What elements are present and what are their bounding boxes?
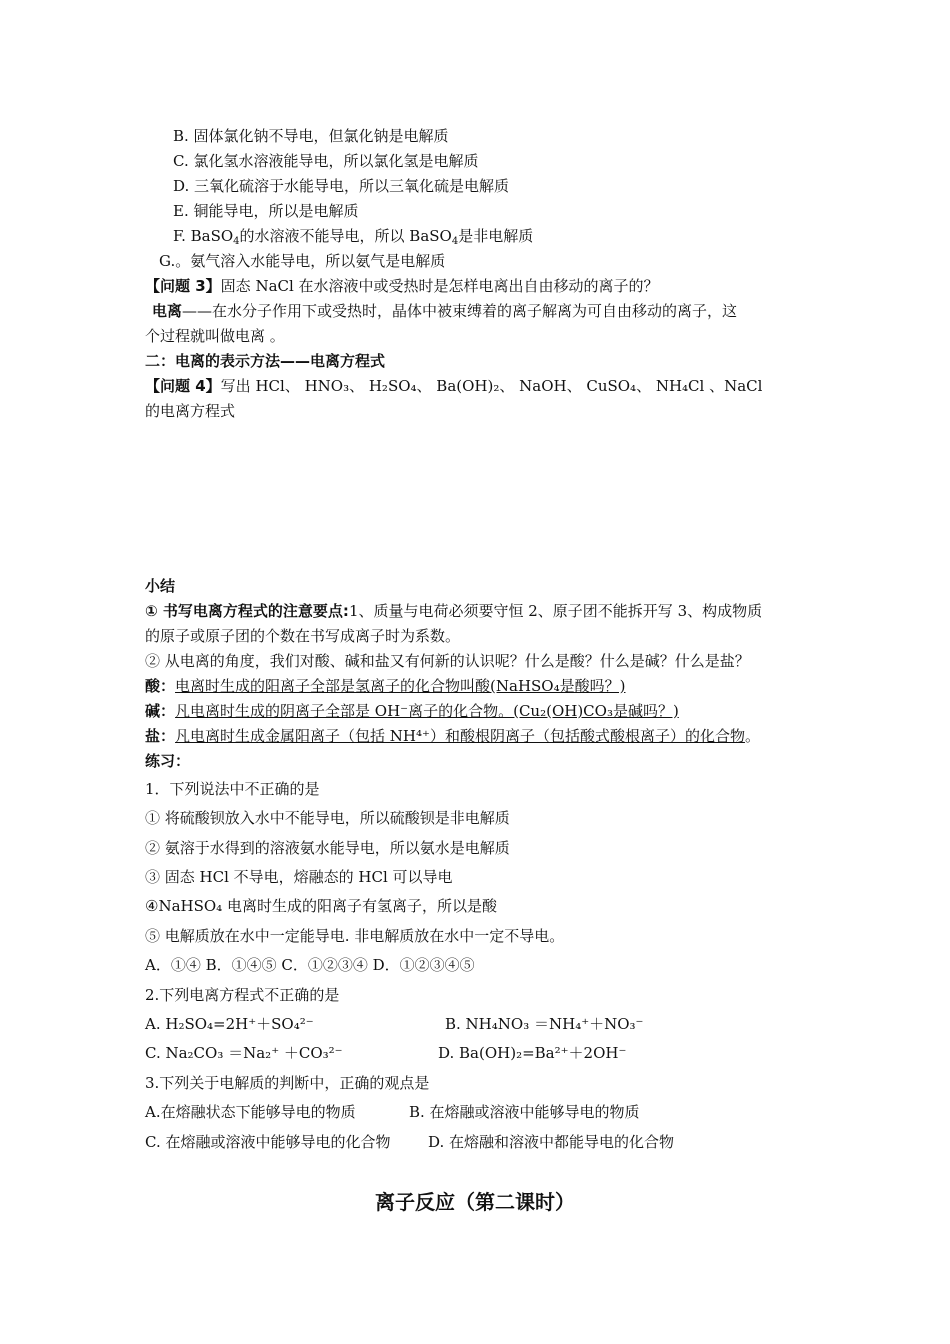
summary-heading: 小结: [145, 577, 176, 595]
practice-q3-option-d: D. 在熔融和溶液中都能导电的化合物: [428, 1133, 675, 1151]
practice-q2-option-c: C. Na₂CO₃ ＝Na₂⁺ ＋CO₃²⁻: [145, 1044, 343, 1062]
practice-q2-option-b: B. NH₄NO₃ ＝NH₄⁺＋NO₃⁻: [445, 1015, 644, 1033]
practice-q1-item-2: ② 氨溶于水得到的溶液氨水能导电，所以氨水是电解质: [145, 839, 510, 857]
base-definition: 碱：凡电离时生成的阴离子全部是 OH⁻离子的化合物。(Cu₂(OH)CO₃是碱吗？): [145, 702, 679, 720]
practice-q1-item-3: ③ 固态 HCl 不导电，熔融态的 HCl 可以导电: [145, 868, 453, 886]
question-4-cont: 的电离方程式: [145, 402, 236, 420]
option-b: B. 固体氯化钠不导电，但氯化钠是电解质: [173, 127, 449, 145]
section-2-heading: 二：电离的表示方法——电离方程式: [145, 352, 386, 370]
ionization-definition: 电离——在水分子作用下或受热时，晶体中被束缚着的离子解离为可自由移动的离子，这: [152, 302, 738, 320]
summary-point-1-cont: 的原子或原子团的个数在书写成离子时为系数。: [145, 627, 461, 645]
practice-heading: 练习：: [145, 752, 191, 770]
option-f: F. BaSO$_4$的水溶液不能导电，所以 BaSO$_4$是非电解质: [173, 227, 534, 247]
option-c: C. 氯化氢水溶液能导电，所以氯化氢是电解质: [173, 152, 479, 170]
acid-definition: 酸：电离时生成的阳离子全部是氢离子的化合物叫酸(NaHSO₄是酸吗？): [145, 677, 626, 695]
question-4: 【问题 4】写出 HCl、 HNO₃、 H₂SO₄、 Ba(OH)₂、 NaOH、 CuSO₄、 NH₄Cl 、NaCl: [145, 377, 763, 395]
practice-q1-options: A．①④ B．①④⑤ C．①②③④ D．①②③④⑤: [145, 956, 475, 974]
practice-q3-option-c: C. 在熔融或溶液中能够导电的化合物: [145, 1133, 391, 1151]
practice-q3-option-a: A.在熔融状态下能够导电的物质: [145, 1103, 356, 1121]
summary-point-2: ② 从电离的角度，我们对酸、碱和盐又有何新的认识呢？什么是酸？什么是碱？什么是盐？: [145, 652, 750, 670]
practice-q2-option-a: A. H₂SO₄=2H⁺＋SO₄²⁻: [145, 1015, 314, 1033]
practice-q3-option-b: B. 在熔融或溶液中能够导电的物质: [409, 1103, 640, 1121]
ionization-definition-cont: 个过程就叫做电离 。: [145, 327, 285, 345]
option-e: E. 铜能导电，所以是电解质: [173, 202, 359, 220]
question-3: 【问题 3】固态 NaCl 在水溶液中或受热时是怎样电离出自由移动的离子的？: [145, 277, 659, 295]
practice-q2: 2.下列电离方程式不正确的是: [145, 986, 340, 1004]
practice-q1: 1．下列说法中不正确的是: [145, 780, 320, 798]
section-title: 离子反应（第二课时）: [375, 1190, 575, 1214]
practice-q2-option-d: D. Ba(OH)₂=Ba²⁺＋2OH⁻: [438, 1044, 627, 1062]
salt-definition: 盐：凡电离时生成金属阳离子（包括 NH⁴⁺）和酸根阴离子（包括酸式酸根离子）的化合物。: [145, 727, 760, 745]
option-d: D. 三氧化硫溶于水能导电，所以三氧化硫是电解质: [173, 177, 510, 195]
practice-q1-item-1: ① 将硫酸钡放入水中不能导电，所以硫酸钡是非电解质: [145, 809, 510, 827]
practice-q1-item-5: ⑤ 电解质放在水中一定能导电. 非电解质放在水中一定不导电。: [145, 927, 565, 945]
option-g: G.。氨气溶入水能导电，所以氨气是电解质: [159, 252, 446, 270]
practice-q3: 3.下列关于电解质的判断中，正确的观点是: [145, 1074, 430, 1092]
practice-q1-item-4: ④NaHSO₄ 电离时生成的阳离子有氢离子，所以是酸: [145, 897, 497, 915]
summary-point-1: ① 书写电离方程式的注意要点:1、质量与电荷必须要守恒 2、原子团不能拆开写 3、构成物质: [145, 602, 763, 620]
